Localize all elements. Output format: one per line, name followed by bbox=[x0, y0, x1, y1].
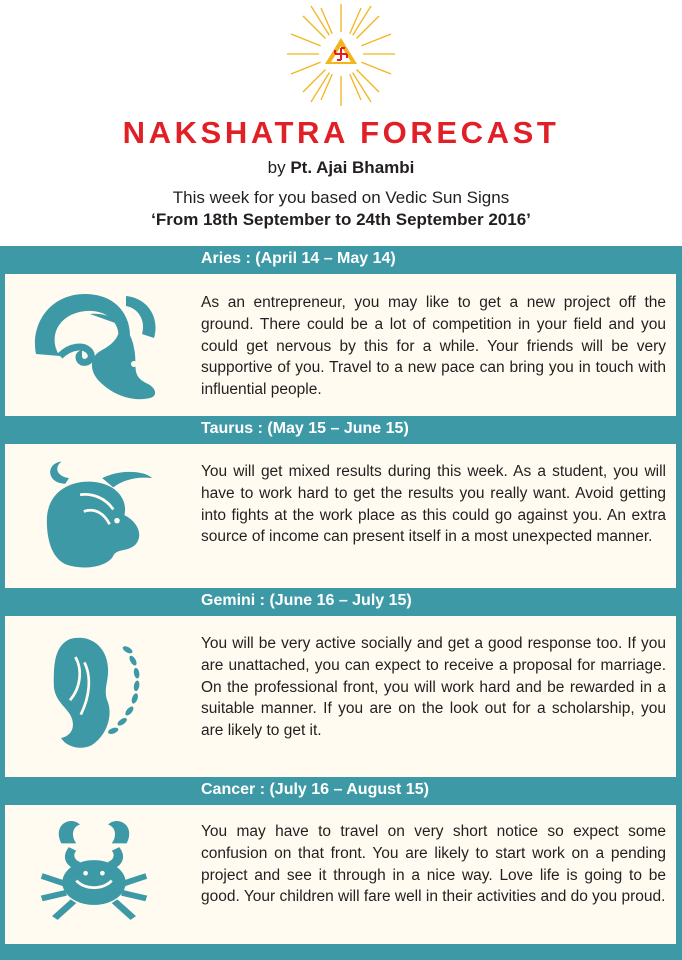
sign-panel bbox=[0, 616, 682, 777]
twins-icon bbox=[34, 630, 160, 756]
byline-prefix: by bbox=[267, 158, 286, 177]
swastika-sunburst-emblem-icon bbox=[281, 2, 401, 112]
sign-heading-bar bbox=[0, 246, 682, 274]
date-range: ‘From 18th September to 24th September 2016’ bbox=[151, 210, 531, 229]
sign-heading-bar bbox=[0, 416, 682, 444]
sign-panel bbox=[0, 274, 682, 416]
forecast-text: As an entrepreneur, you may like to get a new project off the ground. There could be a lot of competition in your field and you could get nervous by this for a while. Your friends will be very supportive of you. Travel to a new pace can bring you in touch with influential people. bbox=[201, 294, 666, 399]
sign-heading: Taurus : (May 15 – June 15) bbox=[201, 420, 409, 437]
sign-heading-bar bbox=[0, 588, 682, 616]
sign-section-gemini bbox=[0, 588, 682, 777]
author-byline bbox=[0, 158, 682, 178]
forecast-text: You may have to travel on very short notice so expect some confusion on that front. You are likely to start work on a pending project and see it through in a nice way. Love life is going to be good. Your children will fare well in their activities and do you proud. bbox=[201, 823, 666, 906]
sign-section-cancer bbox=[0, 777, 682, 944]
bull-icon bbox=[28, 456, 158, 576]
forecast-text: You will get mixed results during this week. As a student, you will have to work hard to get the results you really want. Avoid getting into fights at the work place as this could go against you. An extra source of income can present itself in a most unexpected manner. bbox=[201, 463, 666, 546]
sign-heading: Cancer : (July 16 – August 15) bbox=[201, 781, 429, 798]
page-title: NAKSHATRA FORECAST bbox=[122, 115, 560, 150]
sign-panel bbox=[0, 444, 682, 588]
header bbox=[0, 0, 682, 246]
sign-section-taurus bbox=[0, 416, 682, 588]
sign-heading: Aries : (April 14 – May 14) bbox=[201, 250, 396, 267]
intro-text: This week for you based on Vedic Sun Signs bbox=[172, 188, 510, 207]
bottom-border bbox=[0, 944, 682, 960]
author-name: Pt. Ajai Bhambi bbox=[290, 158, 415, 177]
sign-heading-bar bbox=[0, 777, 682, 805]
ram-icon bbox=[30, 284, 170, 404]
forecast-text: You will be very active socially and get a good response too. If you are unattached, you can expect to receive a proposal for marriage. On the professional front, you will work hard and be rewarded in a suitable manner. If you are on the look out for a scholarship, you are likely to get it. bbox=[201, 635, 666, 740]
sign-panel bbox=[0, 805, 682, 944]
sign-heading: Gemini : (June 16 – July 15) bbox=[201, 592, 412, 609]
sign-section-aries bbox=[0, 246, 682, 416]
crab-icon bbox=[24, 815, 164, 937]
